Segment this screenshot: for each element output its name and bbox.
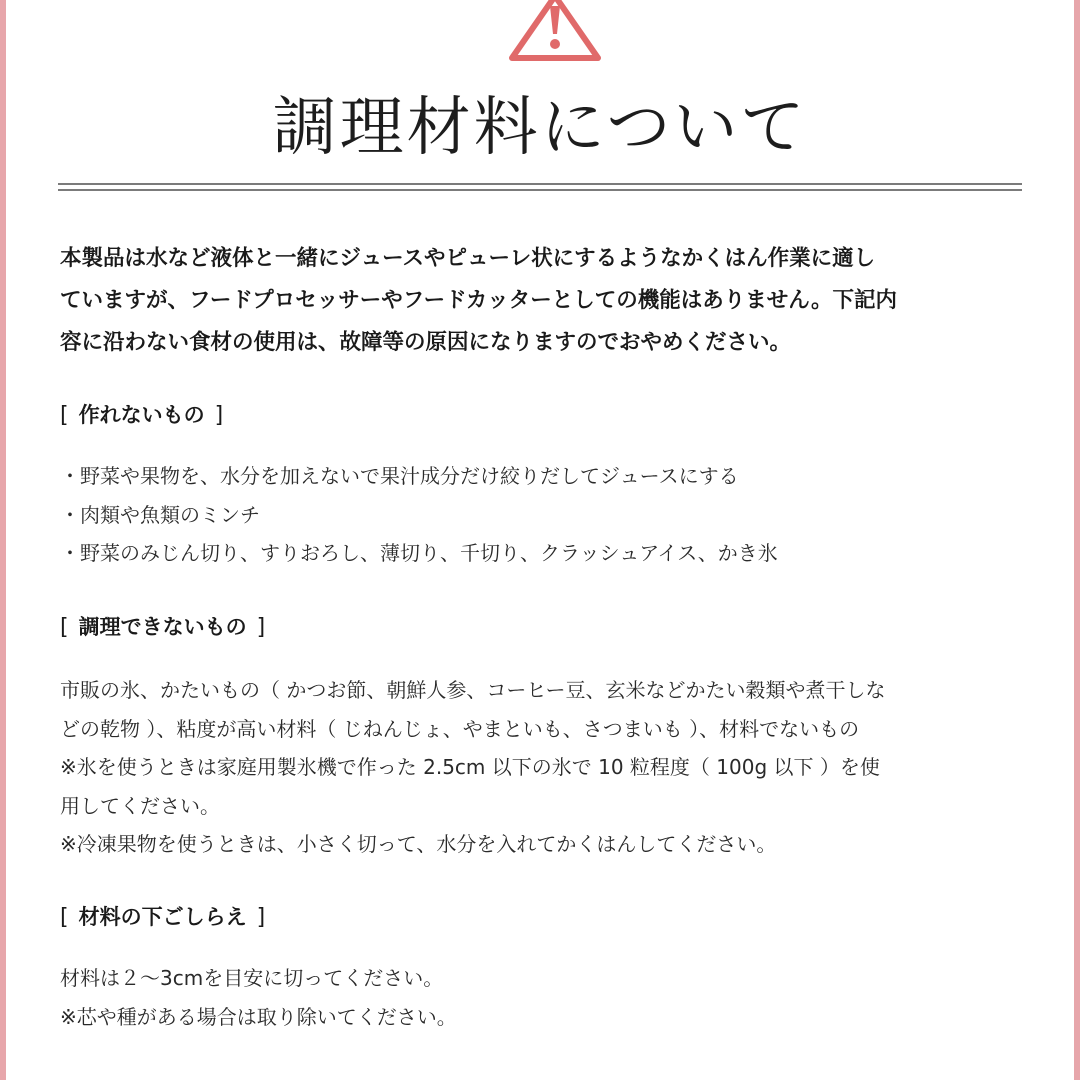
bracket-open: [: [60, 905, 69, 930]
page-title: 調理材料について: [272, 91, 808, 165]
title-divider-top: [58, 183, 1022, 185]
text-line: 市販の氷、かたいもの（ かつお節、朝鮮人参、コーヒー豆、玄米などかたい穀類や煮干しな: [60, 678, 886, 702]
text-line: どの乾物 ）、粘度が高い材料（ じねんじょ、やまといも、さつまいも ）、材料でないもの: [60, 716, 860, 741]
text-line: ※冷凍果物を使うときは、小さく切って、水分を入れてかくはんしてください。: [60, 832, 777, 856]
list-item: ・野菜や果物を、水分を加えないで果汁成分だけ絞りだしてジュースにする: [60, 464, 739, 488]
text-line: ※氷を使うときは家庭用製氷機で作った 2.5cm 以下の氷で 10 粒程度（ 100g 以下 ）を使: [60, 755, 880, 779]
list-item: ・肉類や魚類のミンチ: [60, 502, 260, 527]
section-heading-cannot-cook: [60, 612, 265, 643]
bracket-open: [: [60, 403, 69, 428]
text-line: 材料は２～3cmを目安に切ってください。: [60, 966, 444, 990]
section-text-cannot-cook: [60, 671, 1040, 864]
intro-line: 容に沿わない食材の使用は、故障等の原因になりますのでおやめください。: [60, 330, 792, 355]
section-text-preparation: [60, 959, 1040, 1036]
bracket-close: ]: [214, 403, 224, 428]
bracket-close: ]: [256, 615, 266, 640]
section-list-cannot-make: [60, 457, 1040, 573]
warning-triangle-icon: [505, 0, 605, 64]
section-heading-label: 材料の下ごしらえ: [78, 905, 247, 929]
text-line: ※芯や種がある場合は取り除いてください。: [60, 1004, 457, 1029]
section-heading-label: 調理できないもの: [78, 615, 247, 639]
title-divider-bottom: [58, 189, 1022, 191]
bracket-open: [: [60, 615, 69, 640]
intro-line: 本製品は水など液体と一緒にジュースやピューレ状にするようなかくはん作業に適し: [60, 246, 876, 271]
section-heading-preparation: [60, 902, 265, 933]
section-heading-cannot-make: [60, 400, 223, 431]
text-line: 用してください。: [60, 793, 220, 818]
list-item: ・野菜のみじん切り、すりおろし、薄切り、千切り、クラッシュアイス、かき氷: [60, 541, 778, 565]
intro-line: ていますが、フードプロセッサーやフードカッターとしての機能はありません。下記内: [60, 288, 897, 313]
bracket-close: ]: [256, 905, 266, 930]
section-heading-label: 作れないもの: [78, 403, 205, 427]
intro-paragraph: [60, 238, 1035, 364]
